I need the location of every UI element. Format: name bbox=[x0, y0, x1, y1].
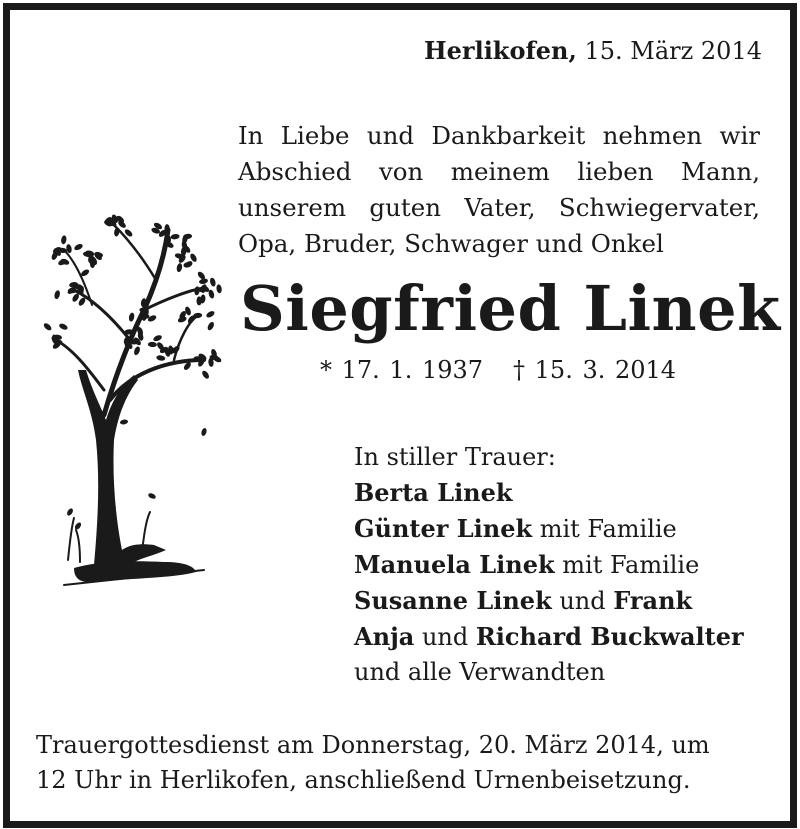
leaf-shape bbox=[176, 263, 183, 273]
leaf-shape bbox=[197, 296, 202, 305]
leaf-shape bbox=[61, 235, 68, 245]
deceased-name: Siegfried Linek bbox=[240, 272, 781, 345]
life-dates bbox=[320, 356, 676, 384]
service-line: Trauergottesdienst am Donnerstag, 20. März 2014, um bbox=[36, 731, 710, 759]
falling-leaf-shape bbox=[66, 507, 74, 516]
mourner-name: Günter Linek bbox=[354, 514, 533, 543]
mourner-name: Frank bbox=[613, 586, 693, 615]
intro-line: unserem guten Vater, Schwiegervater, bbox=[238, 193, 760, 222]
mourning-heading: In stiller Trauer: bbox=[354, 443, 556, 471]
intro-line: Abschied von meinem lieben Mann, bbox=[238, 157, 760, 186]
leaf-shape bbox=[156, 355, 166, 362]
falling-leaf-shape bbox=[201, 427, 208, 436]
tree-icon bbox=[34, 200, 224, 590]
falling-leaf-shape bbox=[74, 521, 83, 530]
mourner-name: Susanne Linek bbox=[354, 586, 552, 615]
mourners-list bbox=[354, 440, 744, 690]
mourner-and: und bbox=[551, 587, 614, 615]
falling-leaf-shape bbox=[147, 492, 156, 500]
intro-text bbox=[238, 118, 760, 262]
mourner-line bbox=[354, 547, 744, 583]
leaf-shape bbox=[148, 342, 157, 348]
birth-date: * 17. 1. 1937 bbox=[320, 356, 484, 384]
mourning-closing: und alle Verwandten bbox=[354, 658, 606, 686]
intro-line: Opa, Bruder, Schwager und Onkel bbox=[238, 229, 664, 258]
mourner-suffix: mit Familie bbox=[532, 515, 677, 543]
death-date: † 15. 3. 2014 bbox=[513, 356, 677, 384]
mourner-line bbox=[354, 583, 744, 619]
mourner-name: Manuela Linek bbox=[354, 550, 555, 579]
leaf-shape bbox=[54, 290, 61, 300]
leaf-shape bbox=[205, 310, 215, 319]
mourner-name: Anja bbox=[354, 622, 415, 651]
leaf-shape bbox=[133, 346, 141, 356]
mourner-suffix: mit Familie bbox=[554, 551, 700, 579]
place: Herlikofen, bbox=[423, 36, 577, 65]
mourner-line bbox=[354, 475, 744, 511]
leaf-shape bbox=[206, 321, 215, 331]
leaf-shape bbox=[201, 370, 210, 380]
leaf-shape bbox=[152, 334, 162, 342]
leaf-shape bbox=[209, 277, 216, 287]
leaf-shape bbox=[170, 233, 180, 239]
falling-leaf-shape bbox=[120, 419, 129, 425]
service-line: 12 Uhr in Herlikofen, anschließend Urnenbeisetzung. bbox=[36, 766, 691, 794]
date: 15. März 2014 bbox=[584, 37, 762, 65]
mourner-name: Richard Buckwalter bbox=[475, 622, 744, 651]
mourner-line bbox=[354, 619, 744, 655]
funeral-service bbox=[36, 728, 710, 798]
leaf-shape bbox=[128, 312, 135, 322]
leaf-shape bbox=[216, 284, 223, 294]
mourner-name: Berta Linek bbox=[354, 478, 513, 507]
mourner-and: und bbox=[414, 623, 476, 651]
leaf-shape bbox=[58, 322, 68, 331]
intro-line: In Liebe und Dankbarkeit nehmen wir bbox=[238, 121, 760, 150]
leaf-shape bbox=[42, 322, 52, 332]
mourner-line bbox=[354, 511, 744, 547]
leaf-shape bbox=[73, 243, 83, 252]
place-date bbox=[424, 36, 762, 65]
